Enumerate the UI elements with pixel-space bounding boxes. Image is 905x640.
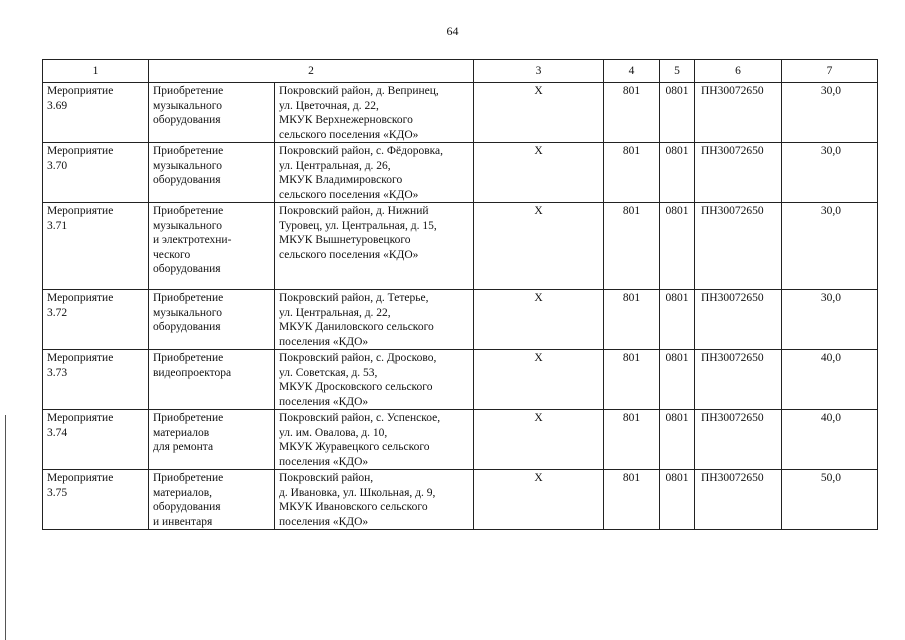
col3-cell: Х: [474, 83, 604, 143]
col6-cell: ПН30072650: [695, 143, 782, 203]
col3-cell: Х: [474, 410, 604, 470]
col5-cell: 0801: [660, 203, 695, 290]
col7-cell: 40,0: [782, 350, 878, 410]
budget-table: [42, 59, 878, 530]
header-row: [43, 60, 878, 83]
col5-cell: 0801: [660, 470, 695, 530]
col7-cell: 30,0: [782, 143, 878, 203]
address-cell: Покровский район, д. Ивановка, ул. Школьная, д. 9, МКУК Ивановского сельского поселения «КДО»: [275, 470, 474, 530]
event-cell: Мероприятие 3.70: [43, 143, 149, 203]
item-cell: Приобретение музыкального оборудования: [149, 143, 275, 203]
col4-cell: 801: [604, 410, 660, 470]
table-row: [43, 203, 878, 290]
header-col-4: 4: [604, 60, 660, 83]
header-col-5: 5: [660, 60, 695, 83]
event-cell: Мероприятие 3.72: [43, 290, 149, 350]
header-col-2: 2: [149, 60, 474, 83]
item-cell: Приобретение музыкального оборудования: [149, 83, 275, 143]
address-cell: Покровский район, с. Фёдоровка, ул. Центральная, д. 26, МКУК Владимировского сельского поселения «КДО»: [275, 143, 474, 203]
col4-cell: 801: [604, 83, 660, 143]
table-row: [43, 290, 878, 350]
table-row: [43, 410, 878, 470]
col6-cell: ПН30072650: [695, 83, 782, 143]
event-cell: Мероприятие 3.71: [43, 203, 149, 290]
col4-cell: 801: [604, 143, 660, 203]
col5-cell: 0801: [660, 290, 695, 350]
col7-cell: 30,0: [782, 83, 878, 143]
col7-cell: 30,0: [782, 290, 878, 350]
col6-cell: ПН30072650: [695, 290, 782, 350]
header-col-3: 3: [474, 60, 604, 83]
col3-cell: Х: [474, 203, 604, 290]
event-cell: Мероприятие 3.74: [43, 410, 149, 470]
item-cell: Приобретение музыкального оборудования: [149, 290, 275, 350]
item-cell: Приобретение материалов, оборудования и инвентаря: [149, 470, 275, 530]
col7-cell: 40,0: [782, 410, 878, 470]
address-cell: Покровский район, д. Вепринец, ул. Цветочная, д. 22, МКУК Верхнежерновского сельского поселения «КДО»: [275, 83, 474, 143]
col7-cell: 50,0: [782, 470, 878, 530]
col3-cell: Х: [474, 143, 604, 203]
col5-cell: 0801: [660, 83, 695, 143]
col4-cell: 801: [604, 350, 660, 410]
header-col-1: 1: [43, 60, 149, 83]
col5-cell: 0801: [660, 143, 695, 203]
header-col-7: 7: [782, 60, 878, 83]
col4-cell: 801: [604, 470, 660, 530]
event-cell: Мероприятие 3.75: [43, 470, 149, 530]
table-row: [43, 470, 878, 530]
table-row: [43, 83, 878, 143]
address-cell: Покровский район, с. Дросково, ул. Советская, д. 53, МКУК Дросковского сельского поселения «КДО»: [275, 350, 474, 410]
col6-cell: ПН30072650: [695, 203, 782, 290]
col4-cell: 801: [604, 203, 660, 290]
col7-cell: 30,0: [782, 203, 878, 290]
item-cell: Приобретение видеопроектора: [149, 350, 275, 410]
table-body: [43, 83, 878, 530]
address-cell: Покровский район, с. Успенское, ул. им. Овалова, д. 10, МКУК Журавецкого сельского поселения «КДО»: [275, 410, 474, 470]
col3-cell: Х: [474, 350, 604, 410]
address-cell: Покровский район, д. Тетерье, ул. Центральная, д. 22, МКУК Даниловского сельского поселения «КДО»: [275, 290, 474, 350]
col5-cell: 0801: [660, 410, 695, 470]
event-cell: Мероприятие 3.73: [43, 350, 149, 410]
col6-cell: ПН30072650: [695, 470, 782, 530]
left-margin-rule: [5, 415, 6, 640]
item-cell: Приобретение материалов для ремонта: [149, 410, 275, 470]
col3-cell: Х: [474, 470, 604, 530]
event-cell: Мероприятие 3.69: [43, 83, 149, 143]
col4-cell: 801: [604, 290, 660, 350]
table-row: [43, 350, 878, 410]
col6-cell: ПН30072650: [695, 350, 782, 410]
col3-cell: Х: [474, 290, 604, 350]
address-cell: Покровский район, д. Нижний Туровец, ул. Центральная, д. 15, МКУК Вышнетуровецкого сельского поселения «КДО»: [275, 203, 474, 290]
page-number: 64: [446, 24, 459, 38]
col6-cell: ПН30072650: [695, 410, 782, 470]
item-cell: Приобретение музыкального и электротехни- ческого оборудования: [149, 203, 275, 290]
table-row: [43, 143, 878, 203]
header-col-6: 6: [695, 60, 782, 83]
col5-cell: 0801: [660, 350, 695, 410]
